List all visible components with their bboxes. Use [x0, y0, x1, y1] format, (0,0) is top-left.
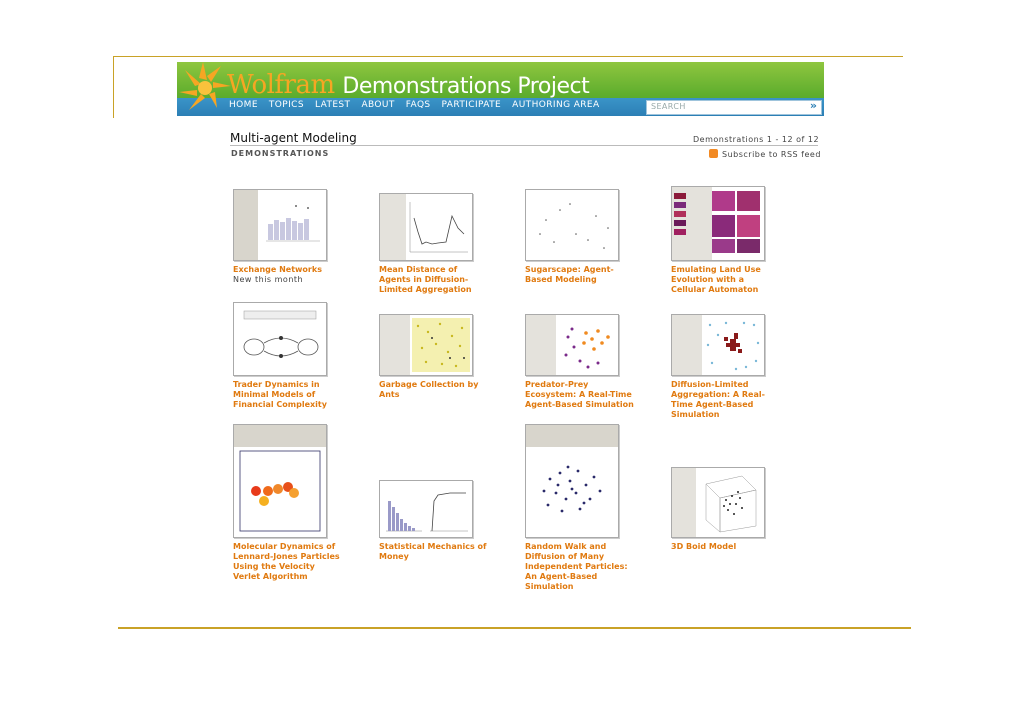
- nav-home[interactable]: HOME: [229, 100, 258, 110]
- demo-thumbnail-trader-dynamics[interactable]: [233, 302, 327, 376]
- slide-top-rule: [113, 56, 903, 57]
- nav-faqs[interactable]: FAQS: [405, 100, 431, 110]
- random-walk-thumbnail: [530, 449, 614, 533]
- boid-cube-thumbnail: [698, 470, 762, 534]
- demo-thumbnail-garbage-collection[interactable]: [379, 314, 473, 376]
- nav-topics[interactable]: TOPICS: [268, 100, 304, 110]
- rss-link[interactable]: [709, 149, 821, 159]
- demo-thumbnail-boid[interactable]: [671, 467, 765, 538]
- results-count: Demonstrations 1 - 12 of 12: [693, 135, 820, 144]
- particles-thumbnail: [238, 449, 322, 533]
- search-placeholder: SEARCH: [651, 102, 686, 111]
- demo-title-sugarscape[interactable]: Sugarscape: Agent-Based Modeling: [525, 265, 614, 284]
- slide-left-rule: [113, 56, 114, 118]
- title-divider: [230, 145, 818, 146]
- nav-participate[interactable]: PARTICIPATE: [441, 100, 502, 110]
- search-input[interactable]: [646, 100, 822, 115]
- demo-thumbnail-molecular-dynamics[interactable]: [233, 424, 327, 538]
- demo-note-new: New this month: [233, 275, 304, 284]
- website-screenshot: [177, 62, 824, 617]
- demo-thumbnail-statistical-mechanics[interactable]: [379, 480, 473, 538]
- color-swatches-icon: [674, 193, 688, 243]
- demo-title-predator-prey[interactable]: Predator-Prey Ecosystem: A Real-Time Agent-Based Simulation: [525, 380, 634, 409]
- sparse-dots-thumbnail: [526, 190, 618, 260]
- yellow-dots-thumbnail: [412, 318, 470, 372]
- aggregation-thumbnail: [704, 317, 762, 373]
- demo-thumbnail-dla[interactable]: [671, 314, 765, 376]
- demo-thumbnail-sugarscape[interactable]: [525, 189, 619, 261]
- nav-authoring-area[interactable]: AUTHORING AREA: [512, 100, 600, 110]
- histogram-thumbnail: [380, 481, 472, 537]
- slide-bottom-rule: [118, 627, 911, 629]
- demo-title-mean-distance[interactable]: Mean Distance of Agents in Diffusion-Limited Aggregation: [379, 265, 472, 294]
- demo-title-land-use[interactable]: Emulating Land Use Evolution with a Cellular Automaton: [671, 265, 761, 294]
- demo-thumbnail-random-walk[interactable]: [525, 424, 619, 538]
- demo-title-trader-dynamics[interactable]: Trader Dynamics in Minimal Models of Financial Complexity: [233, 380, 327, 409]
- demo-title-exchange-networks[interactable]: Exchange Networks: [233, 265, 322, 274]
- demo-title-random-walk[interactable]: Random Walk and Diffusion of Many Independent Particles: An Agent-Based Simulation: [525, 542, 628, 591]
- brand-project: Demonstrations Project: [342, 74, 590, 99]
- page-title: Multi-agent Modeling: [230, 131, 357, 145]
- demo-thumbnail-mean-distance[interactable]: [379, 193, 473, 261]
- search-go-icon[interactable]: »: [809, 99, 817, 112]
- predator-prey-thumbnail: [558, 317, 616, 373]
- section-label: DEMONSTRATIONS: [231, 149, 330, 158]
- nav-links: [229, 100, 600, 110]
- nav-about[interactable]: ABOUT: [361, 100, 395, 110]
- demo-title-boid[interactable]: 3D Boid Model: [671, 542, 737, 551]
- demo-title-molecular-dynamics[interactable]: Molecular Dynamics of Lennard-Jones Particles Using the Velocity Verlet Algorithm: [233, 542, 340, 581]
- demo-thumbnail-predator-prey[interactable]: [525, 314, 619, 376]
- magenta-grid-thumbnail: [712, 191, 762, 255]
- line-plot-thumbnail: [406, 198, 470, 256]
- demo-thumbnail-exchange-networks[interactable]: [233, 189, 327, 261]
- site-logo-text[interactable]: [227, 70, 589, 100]
- demo-title-garbage-collection[interactable]: Garbage Collection by Ants: [379, 380, 479, 399]
- bar-chart-thumbnail: [260, 194, 324, 256]
- demo-thumbnail-land-use[interactable]: [671, 186, 765, 261]
- nav-latest[interactable]: LATEST: [314, 100, 351, 110]
- brand-wolfram: Wolfram: [227, 70, 335, 100]
- rss-label: Subscribe to RSS feed: [722, 150, 821, 159]
- flow-diagram-thumbnail: [234, 303, 326, 375]
- demo-title-dla[interactable]: Diffusion-Limited Aggregation: A Real-Time Agent-Based Simulation: [671, 380, 765, 419]
- rss-icon: [709, 149, 718, 158]
- demo-title-statistical-mechanics[interactable]: Statistical Mechanics of Money: [379, 542, 487, 561]
